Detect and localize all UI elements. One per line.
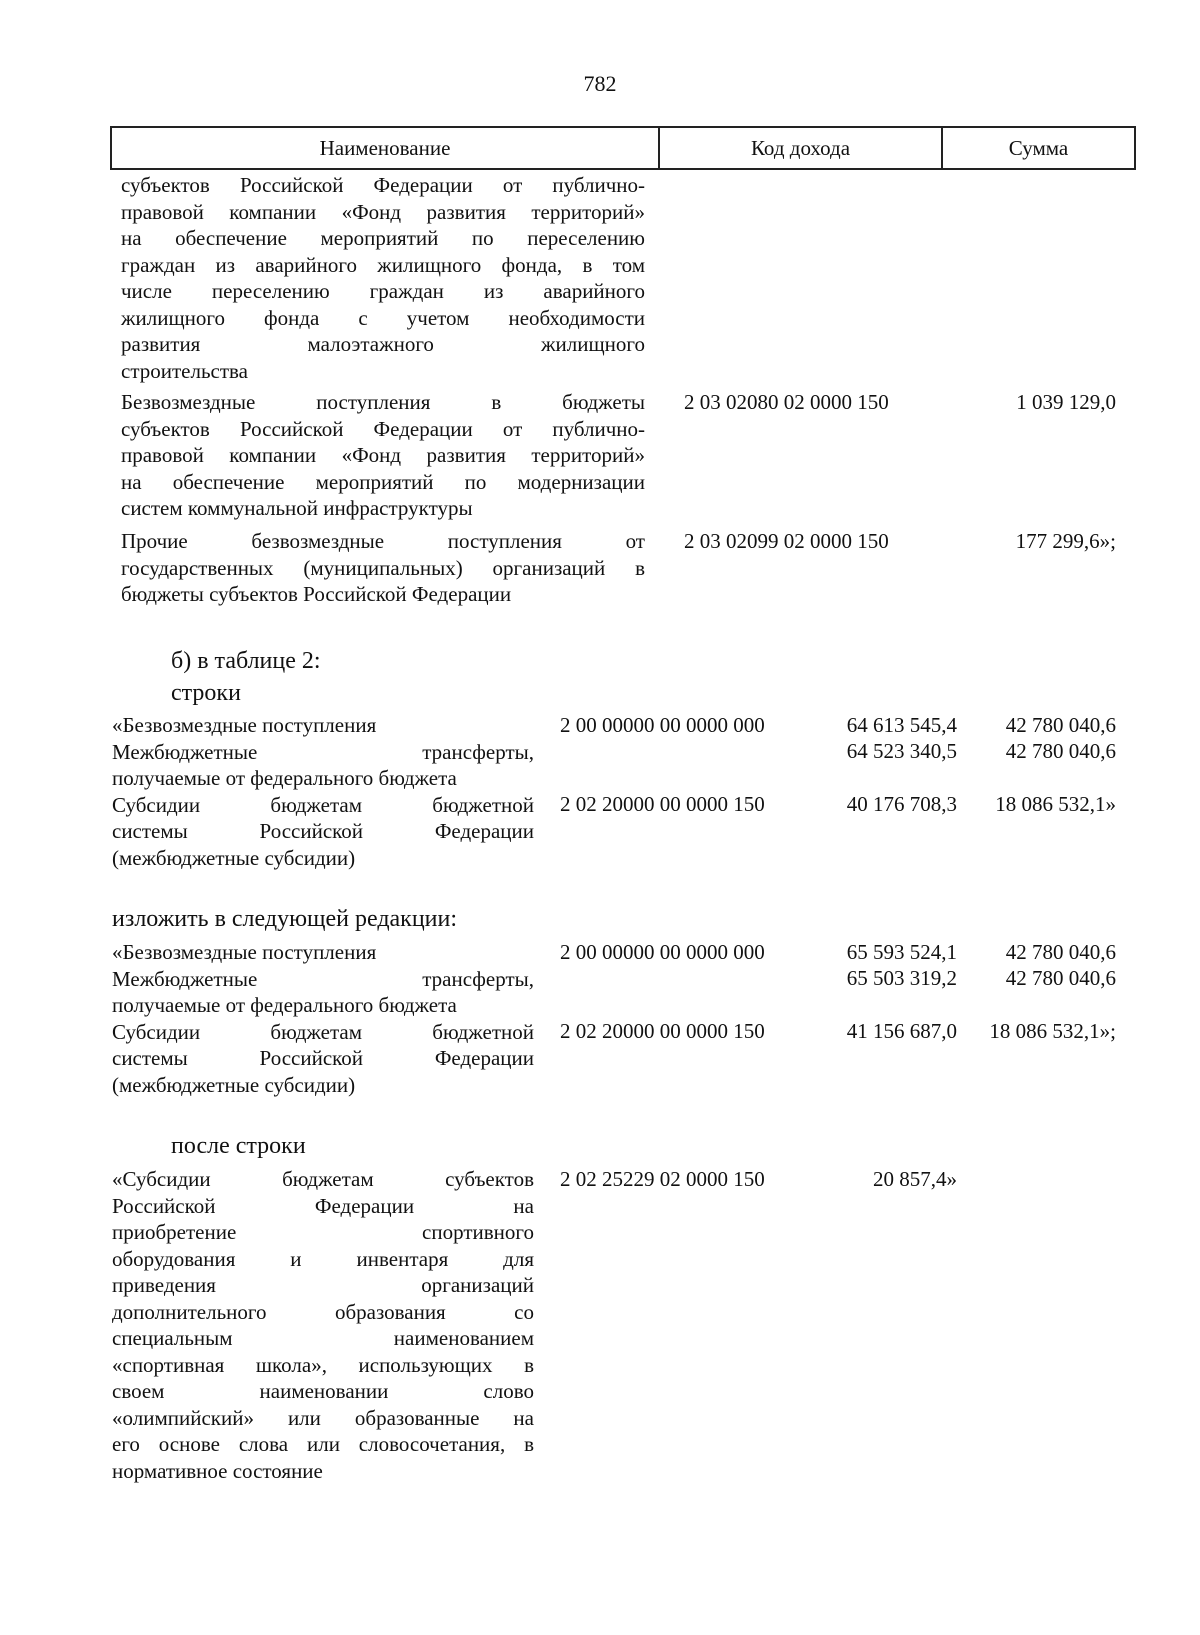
amount-value: 42 780 040,6 — [1005, 940, 1116, 964]
row-text-line: систем коммунальной инфраструктуры — [121, 496, 473, 520]
income-code: 2 02 20000 00 0000 150 — [560, 792, 765, 816]
table-row-name — [112, 939, 534, 1098]
table-row-continuation — [121, 172, 645, 384]
row-text-line: Субсидии бюджетам бюджетной — [112, 1019, 534, 1044]
income-code: 2 02 25229 02 0000 150 — [560, 1167, 765, 1191]
row-text-line: жилищного фонда с учетом необходимости — [121, 305, 645, 330]
section-heading: строки — [171, 680, 241, 706]
row-text-line: «Субсидии бюджетам субъектов — [112, 1167, 534, 1191]
amount-value: 64 613 545,4 — [846, 713, 957, 737]
section-heading: изложить в следующей редакции: — [112, 906, 458, 932]
row-text-line: системы Российской Федерации — [112, 1046, 534, 1070]
row-text-line: своем наименовании слово — [112, 1379, 534, 1403]
row-text-line: государственных (муниципальных) организаций в — [121, 555, 645, 580]
row-text-line: на обеспечение мероприятий по переселению — [121, 226, 645, 250]
page-number: 782 — [583, 71, 617, 96]
amount-value: 20 857,4» — [873, 1167, 957, 1191]
amount-value: 42 780 040,6 — [1005, 966, 1116, 990]
row-text-line: получаемые от федерального бюджета — [112, 993, 457, 1017]
amount-value: 18 086 532,1» — [995, 792, 1116, 816]
row-text-line: приобретение спортивного — [112, 1220, 534, 1244]
row-text-line: специальным наименованием — [112, 1326, 534, 1350]
column-header-code: Код дохода — [658, 128, 941, 168]
table-row-name — [121, 389, 645, 522]
amount-value: 42 780 040,6 — [1005, 713, 1116, 737]
column-header-name: Наименование — [319, 135, 451, 160]
row-text-line: Безвозмездные поступления в бюджеты — [121, 390, 645, 414]
income-code: 2 03 02080 02 0000 150 — [684, 390, 889, 414]
column-header-sum: Сумма — [941, 128, 1134, 168]
row-text-line: Прочие безвозмездные поступления от — [121, 529, 645, 553]
amount-value: 42 780 040,6 — [1005, 739, 1116, 763]
row-text-line: строительства — [121, 358, 249, 383]
row-text-line: системы Российской Федерации — [112, 819, 534, 843]
row-text-line: (межбюджетные субсидии) — [112, 845, 356, 870]
table-row-name — [121, 528, 645, 608]
row-text-line: дополнительного образования со — [112, 1299, 534, 1324]
row-text-line: получаемые от федерального бюджета — [112, 766, 457, 790]
row-text-line: числе переселению граждан из аварийного — [121, 279, 645, 303]
row-text-line: его основе слова или словосочетания, в — [112, 1432, 534, 1456]
amount-value: 40 176 708,3 — [846, 792, 957, 816]
amount-value: 64 523 340,5 — [846, 739, 957, 763]
amount-value: 18 086 532,1»; — [989, 1019, 1116, 1043]
sum-value: 1 039 129,0 — [1016, 390, 1116, 414]
section-heading: после строки — [171, 1133, 306, 1159]
row-text-line: правовой компании «Фонд развития территорий» — [121, 443, 645, 467]
row-text-line: Субсидии бюджетам бюджетной — [112, 792, 534, 817]
row-text-line: «олимпийский» или образованные на — [112, 1405, 534, 1430]
income-code: 2 03 02099 02 0000 150 — [684, 529, 889, 553]
row-text-line: субъектов Российской Федерации от публично- — [121, 173, 645, 197]
sum-value: 177 299,6»; — [1015, 529, 1116, 553]
row-text-line: граждан из аварийного жилищного фонда, в том — [121, 252, 645, 277]
row-text-line: нормативное состояние — [112, 1458, 323, 1483]
table-header — [110, 126, 1136, 170]
income-code: 2 02 20000 00 0000 150 — [560, 1019, 765, 1043]
row-text-line: «Безвозмездные поступления — [112, 713, 377, 737]
amount-value: 65 593 524,1 — [846, 940, 957, 964]
row-text-line: «Безвозмездные поступления — [112, 940, 377, 964]
row-text-line: Межбюджетные трансферты, — [112, 739, 534, 764]
section-heading: б) в таблице 2: — [171, 648, 321, 674]
row-text-line: развития малоэтажного жилищного — [121, 332, 645, 356]
row-text-line: правовой компании «Фонд развития территорий» — [121, 199, 645, 224]
table-row-name — [112, 1166, 534, 1484]
amount-value: 65 503 319,2 — [846, 966, 957, 990]
row-text-line: «спортивная школа», использующих в — [112, 1352, 534, 1377]
row-text-line: оборудования и инвентаря для — [112, 1246, 534, 1271]
row-text-line: бюджеты субъектов Российской Федерации — [121, 582, 512, 606]
income-code: 2 00 00000 00 0000 000 — [560, 940, 765, 964]
income-code: 2 00 00000 00 0000 000 — [560, 713, 765, 737]
row-text-line: приведения организаций — [112, 1273, 534, 1297]
table-row-name — [112, 712, 534, 871]
row-text-line: (межбюджетные субсидии) — [112, 1072, 356, 1097]
row-text-line: Российской Федерации на — [112, 1193, 534, 1218]
row-text-line: субъектов Российской Федерации от публично- — [121, 416, 645, 441]
row-text-line: на обеспечение мероприятий по модернизации — [121, 469, 645, 494]
amount-value: 41 156 687,0 — [846, 1019, 957, 1043]
row-text-line: Межбюджетные трансферты, — [112, 966, 534, 991]
